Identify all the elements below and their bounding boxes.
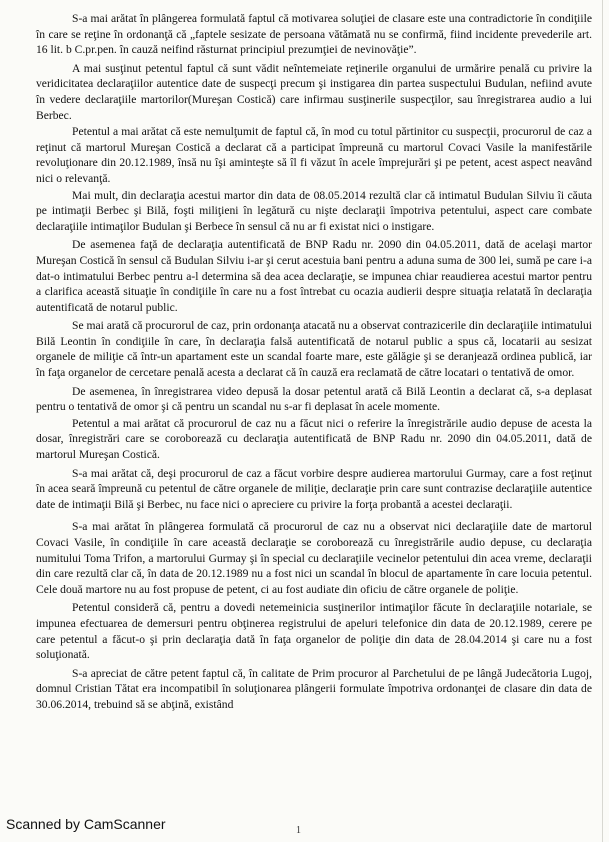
document-body: [36, 10, 592, 713]
paragraph-8: Petentul a mai arătat că procurorul de caz nu a făcut nici o referire la înregistrările audio depuse de acesta la dosar, înregistrări care se coroborează cu declaraţia autentificată de BNP Radu nr. 2090 din 04.05.2011, dată de martorul Mureşan Costică.: [36, 416, 592, 462]
page-edge-shadow: [602, 0, 603, 842]
paragraph-3: Petentul a mai arătat că este nemulţumit de faptul că, în mod cu totul părtinitor cu suspecţii, procurorul de caz a reţinut că martorul Mureşan Costică a declarat că a participat împreună cu martorul Covaci Vasile la manifestările revoluţionare din 20.12.1989, însă nu îşi aminteşte să îl fi văzut în acele împrejurări şi pe petent, acest aspect neavând nici o relevanţă.: [36, 125, 592, 185]
paragraph-6: Se mai arată că procurorul de caz, prin ordonanţa atacată nu a observat contrazicerile din declaraţiile intimatului Bilă Leontin în condiţiile în care, în declaraţia falsă autentificată de notarul public a spus că, locatarii au sesizat organele de miliţie că într-un apartament este un scandal foarte mare, este gălăgie şi se deranjează ordinea publică, iar în faţa organelor de cercetare penală acesta a declarat că în cauză era reclamată de către locatari o tentativă de omor.: [36, 319, 592, 380]
camscanner-watermark: Scanned by CamScanner: [6, 816, 166, 832]
paragraph-7: De asemenea, în înregistrarea video depusă la dosar petentul arată că Bilă Leontin a declarat că, s-a deplasat pentru o tentativă de omor şi că pentru un scandal nu s-ar fi deplasat în acele momente.: [36, 384, 592, 414]
paragraph-1: S-a mai arătat în plângerea formulată faptul că motivarea soluţiei de clasare este una contradictorie în condiţiile în care se reţine în ordonanţă că „faptele sesizate de persoana vătămată nu se confirmă, fiind incidente prevederile art. 16 lit. b C.pr.pen. în cauză neifind răsturnat principiul prezumţiei de nevinovăţie”.: [36, 12, 592, 57]
page-number: 1: [296, 825, 301, 836]
paragraph-2: A mai susţinut petentul faptul că sunt vădit neîntemeiate reţinerile organului de urmărire penală cu privire la veridicitatea declaraţiilor autentice date de suspecţi precum şi instigarea din partea suspectului Budulan, nefiind avute în vedere declaraţiile martorilor(Mureşan Costică) care infirmau susţinerile suspecţilor, sau înregistrarea audio a lui Berbec.: [36, 61, 592, 122]
paragraph-9: S-a mai arătat că, deşi procurorul de caz a făcut vorbire despre audierea martorului Gurmay, care a fost reţinut în acea seară împreună cu petentul de către organele de miliţie, declaraţie prin care sunt contrazise declaraţiile autentice date de intimaţii Bilă şi Berbec, nu face nici o apreciere cu privire la forţa probantă a acestei declaraţii.: [36, 466, 592, 511]
paragraph-4: Mai mult, din declaraţia acestui martor din data de 08.05.2014 rezultă clar că intimatul Budulan Silviu îi căuta pe intimaţii Berbec şi Bilă, foşti miliţieni în legătură cu nişte declaraţii împotriva petentului, aspect care combate declaraţiile intimaţilor Budulan şi Berbece în sensul că nu ar fi existat nici o instigare.: [36, 188, 592, 233]
paragraph-12: S-a apreciat de către petent faptul că, în calitate de Prim procuror al Parchetului de pe lângă Judecătoria Lugoj, domnul Cristian Tătat era incompatibil în soluţionarea plângerii formulate împotriva ordonanţei de clasare din data de 30.06.2014, trebuind să se abţină, existând: [36, 666, 592, 711]
paragraph-11: Petentul consideră că, pentru a dovedi netemeinicia susţinerilor intimaţilor făcute în declaraţiile notariale, se impunea efectuarea de demersuri pentru obţinerea registrului de apeluri telefonice din data de 20.12.1989, cerere pe care petentul a făcut-o şi prin declaraţia dată în faţa organelor de poliţie din data de 28.04.2014 şi care nu a fost soluţionată.: [36, 601, 592, 662]
paragraph-5: De asemenea faţă de declaraţia autentificată de BNP Radu nr. 2090 din 04.05.2011, dată de acelaşi martor Mureşan Costică în sensul că Budulan Silviu i-ar şi cerut acestuia bani pentru a aduna suma de 300 lei, sumă pe care i-a dat-o intimatului Berbec pentru a-l determina să dea acea declaraţie, se impunea chiar reaudierea acestui martor pentru a clarifica această situaţie în condiţiile în care nu a fost întrebat cu ocazia audierii despre situaţia relatată în declaraţia autentificată de notarul public.: [36, 238, 592, 314]
paragraph-10: S-a mai arătat în plângerea formulată că procurorul de caz nu a observat nici declaraţiile date de martorul Covaci Vasile, în condiţiile în care această declaraţie se coroborează cu înregistrările audio depuse, cu declaraţia numitului Toma Trifon, a martorului Gurmay şi în special cu declaraţiile vecinelor petentului din acea vreme, declaraţii din care rezultă clar că, în data de 20.12.1989 nu a fost nici un scandal în blocul de apartamente în care locuia petentul. Cele două martore nu au fost propuse de petent, ci au fost audiate din oficiu de către organele de poliţie.: [36, 520, 592, 596]
